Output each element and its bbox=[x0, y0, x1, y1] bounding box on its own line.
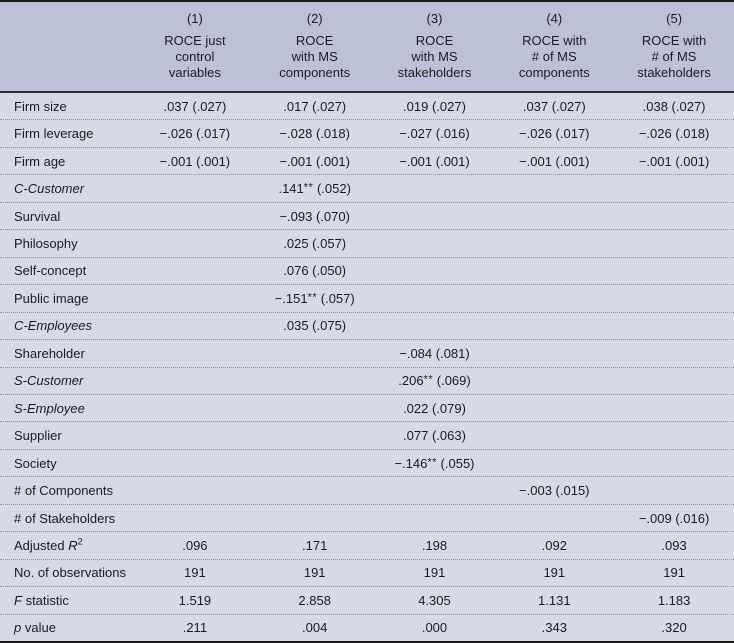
column-header-2 bbox=[255, 2, 375, 91]
significance-stars: ** bbox=[303, 181, 314, 194]
cell-col2: .171 bbox=[302, 537, 328, 553]
table-row bbox=[0, 230, 734, 257]
cell-col1: 191 bbox=[184, 565, 206, 581]
cell-col3: −.001 (.001) bbox=[399, 153, 470, 169]
column-title: ROCE with MS components bbox=[279, 33, 351, 80]
cell-col3: −.146** (.055) bbox=[394, 455, 475, 471]
cell-col3: .000 bbox=[421, 620, 448, 636]
column-title: ROCE with # of MS components bbox=[518, 33, 590, 80]
table-row bbox=[0, 368, 734, 395]
table-row bbox=[0, 587, 734, 614]
cell-col4: −.026 (.017) bbox=[519, 126, 590, 142]
row-label: S-Customer bbox=[14, 373, 84, 389]
cell-col3: .198 bbox=[421, 537, 448, 553]
table-row bbox=[0, 615, 734, 641]
row-label: # of Stakeholders bbox=[14, 510, 116, 526]
cell-col2: .025 (.057) bbox=[283, 235, 347, 251]
row-label: S-Employee bbox=[14, 400, 85, 416]
cell-col3: .077 (.063) bbox=[403, 428, 466, 444]
table-row bbox=[0, 285, 734, 312]
cell-col2: −.093 (.070) bbox=[279, 208, 350, 224]
row-label: p value bbox=[14, 620, 56, 636]
cell-col3: 191 bbox=[423, 565, 446, 581]
cell-col4: 191 bbox=[543, 565, 566, 581]
cell-col3: .019 (.027) bbox=[403, 98, 466, 114]
cell-col5: .093 bbox=[661, 537, 687, 553]
cell-col3: −.084 (.081) bbox=[399, 345, 470, 361]
cell-col3: 4.305 bbox=[418, 592, 451, 608]
column-header-5 bbox=[614, 2, 734, 91]
significance-stars: ** bbox=[427, 455, 437, 468]
column-number: (4) bbox=[546, 11, 563, 26]
column-number: (3) bbox=[426, 11, 443, 26]
column-number: (1) bbox=[186, 11, 203, 26]
row-label: C-Customer bbox=[14, 181, 85, 197]
cell-col2: 2.858 bbox=[298, 592, 331, 608]
row-label: Supplier bbox=[14, 428, 62, 444]
row-label: Public image bbox=[14, 290, 89, 306]
cell-col5: .320 bbox=[661, 620, 687, 636]
column-header-1 bbox=[135, 2, 255, 91]
table-row bbox=[0, 422, 734, 449]
table-row bbox=[0, 313, 734, 340]
row-label: Society bbox=[14, 455, 57, 471]
table-row bbox=[0, 93, 734, 120]
cell-col2: 191 bbox=[303, 565, 326, 581]
table-row bbox=[0, 175, 734, 202]
cell-col4: 1.131 bbox=[538, 592, 571, 608]
significance-stars: ** bbox=[423, 373, 434, 386]
cell-col1: .037 (.027) bbox=[163, 98, 227, 114]
cell-col1: .096 bbox=[182, 537, 208, 553]
cell-col3: −.027 (.016) bbox=[399, 126, 470, 142]
cell-col2: −.028 (.018) bbox=[279, 126, 350, 142]
table-header bbox=[0, 2, 734, 93]
cell-col4: .037 (.027) bbox=[522, 98, 586, 114]
column-header-4 bbox=[494, 2, 614, 91]
cell-col5: 1.183 bbox=[657, 592, 691, 608]
row-label: Self-concept bbox=[14, 263, 87, 279]
cell-col2: .076 (.050) bbox=[283, 263, 347, 279]
cell-col3: .206** (.069) bbox=[398, 373, 471, 389]
cell-col2: .004 bbox=[302, 620, 328, 636]
table-row bbox=[0, 340, 734, 367]
row-label: # of Components bbox=[14, 483, 114, 499]
column-header-3 bbox=[375, 2, 495, 91]
table-row bbox=[0, 560, 734, 587]
column-number: (2) bbox=[306, 11, 323, 26]
row-label: F statistic bbox=[14, 592, 69, 608]
column-title: ROCE with MS stakeholders bbox=[397, 33, 472, 80]
cell-col5: .038 (.027) bbox=[642, 98, 706, 114]
row-label: Philosophy bbox=[14, 235, 78, 251]
column-title: ROCE just control variables bbox=[164, 33, 226, 80]
header-corner-cell bbox=[0, 2, 135, 91]
header-columns bbox=[135, 2, 734, 91]
table-row bbox=[0, 450, 734, 477]
row-label: Adjusted $R^2$ bbox=[14, 536, 83, 553]
cell-col2: .017 (.027) bbox=[283, 98, 347, 114]
table-row bbox=[0, 203, 734, 230]
cell-col4: .343 bbox=[541, 620, 567, 636]
significance-stars: ** bbox=[307, 291, 318, 304]
cell-col1: .211 bbox=[182, 620, 208, 636]
row-label: Firm leverage bbox=[14, 126, 94, 142]
table-body bbox=[0, 93, 734, 641]
row-label: No. of observations bbox=[14, 565, 127, 581]
cell-col1: 1.519 bbox=[178, 592, 212, 608]
cell-col4: −.001 (.001) bbox=[519, 153, 590, 169]
row-label: Firm size bbox=[14, 98, 67, 114]
column-title: ROCE with # of MS stakeholders bbox=[637, 33, 711, 80]
table-row bbox=[0, 532, 734, 559]
table-row bbox=[0, 395, 734, 422]
cell-col2: −.001 (.001) bbox=[279, 153, 350, 169]
row-label: Firm age bbox=[14, 153, 66, 169]
table-row bbox=[0, 148, 734, 175]
row-label: Survival bbox=[14, 208, 61, 224]
cell-col2: .141** (.052) bbox=[278, 181, 351, 197]
cell-col1: −.001 (.001) bbox=[159, 153, 231, 169]
table-row bbox=[0, 477, 734, 504]
row-label: C-Employees bbox=[14, 318, 93, 334]
cell-col2: −.151** (.057) bbox=[274, 290, 355, 306]
row-label: Shareholder bbox=[14, 345, 85, 361]
table-row bbox=[0, 258, 734, 285]
table-row bbox=[0, 505, 734, 532]
cell-col4: −.003 (.015) bbox=[519, 483, 590, 499]
cell-col2: .035 (.075) bbox=[283, 318, 347, 334]
cell-col5: −.001 (.001) bbox=[638, 153, 710, 169]
table-row bbox=[0, 120, 734, 147]
cell-col4: .092 bbox=[541, 537, 567, 553]
cell-col5: −.026 (.018) bbox=[638, 126, 710, 142]
cell-col3: .022 (.079) bbox=[403, 400, 466, 416]
column-number: (5) bbox=[666, 11, 683, 26]
cell-col5: 191 bbox=[663, 565, 685, 581]
cell-col1: −.026 (.017) bbox=[159, 126, 231, 142]
cell-col5: −.009 (.016) bbox=[638, 510, 710, 526]
